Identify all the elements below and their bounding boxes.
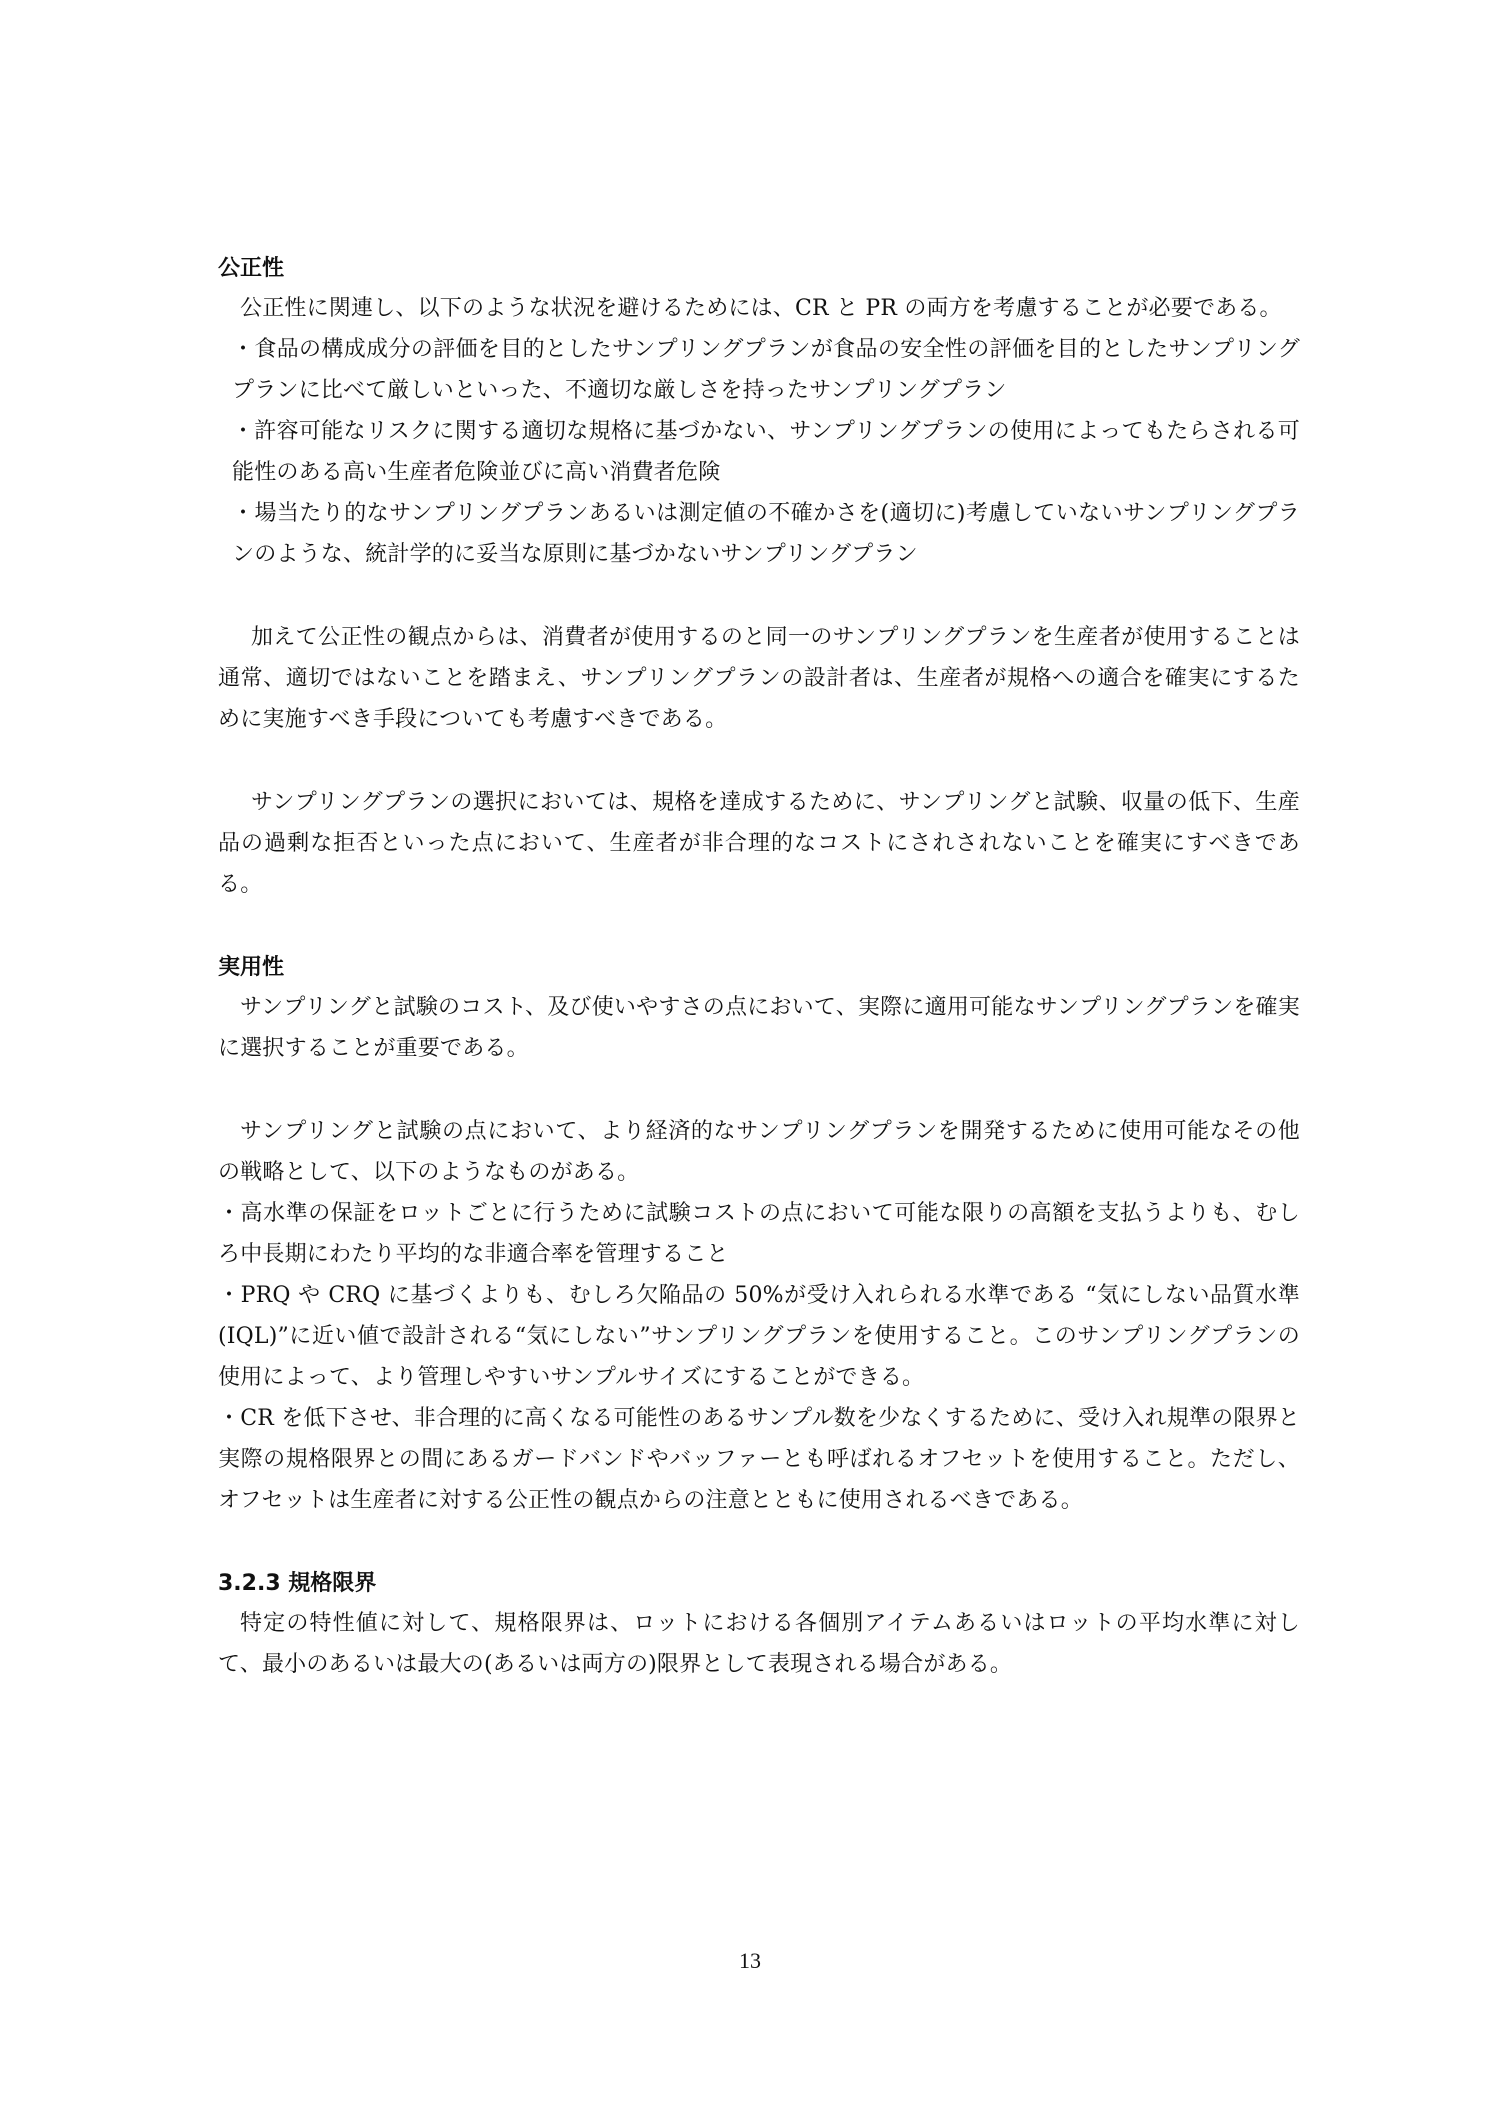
section-heading-spec-limits: 3.2.3 規格限界 <box>218 1571 377 1596</box>
list-item: ・CR を低下させ、非合理的に高くなる可能性のあるサンプル数を少なくするために、受け入れ規準の限界と実際の規格限界との間にあるガードバンドやバッファーとも呼ばれるオフセットを使用すること。ただし、オフセットは生産者に対する公正性の観点からの注意とともに使用されるべきである。 <box>218 1406 1300 1513</box>
spacer <box>218 1069 1300 1111</box>
list-item: ・PRQ や CRQ に基づくよりも、むしろ欠陥品の 50%が受け入れられる水準である “気にしない品質水準(IQL)”に近い値で設計される“気にしない”サンプリングプランを使用すること。このサンプリングプランの使用によって、より管理しやすいサンプルサイズにすることができる。 <box>218 1283 1300 1390</box>
spacer <box>218 575 1300 617</box>
paragraph-practicality-strategies: サンプリングと試験の点において、より経済的なサンプリングプランを開発するために使用可能なその他の戦略として、以下のようなものがある。 <box>218 1119 1300 1185</box>
section-heading-practicality: 実用性 <box>218 955 285 980</box>
list-item: ・食品の構成成分の評価を目的としたサンプリングプランが食品の安全性の評価を目的としたサンプリングプランに比べて厳しいといった、不適切な厳しさを持ったサンプリングプラン <box>232 337 1300 403</box>
list-item: ・場当たり的なサンプリングプランあるいは測定値の不確かさを(適切に)考慮していないサンプリングプランのような、統計学的に妥当な原則に基づかないサンプリングプラン <box>232 501 1300 567</box>
paragraph-spec-limits-intro: 特定の特性値に対して、規格限界は、ロットにおける各個別アイテムあるいはロットの平均水準に対して、最小のあるいは最大の(あるいは両方の)限界として表現される場合がある。 <box>218 1611 1300 1677</box>
list-item: ・高水準の保証をロットごとに行うために試験コストの点において可能な限りの高額を支払うよりも、むしろ中長期にわたり平均的な非適合率を管理すること <box>218 1201 1300 1267</box>
list-item: ・許容可能なリスクに関する適切な規格に基づかない、サンプリングプランの使用によってもたらされる可能性のある高い生産者危険並びに高い消費者危険 <box>232 419 1300 485</box>
spacer <box>218 905 1300 949</box>
page-content <box>218 250 1300 1685</box>
spacer <box>218 740 1300 782</box>
spacer <box>218 1521 1300 1565</box>
paragraph-fairness-cost: サンプリングプランの選択においては、規格を達成するために、サンプリングと試験、収量の低下、生産品の過剰な拒否といった点において、生産者が非合理的なコストにされされないことを確実にすべきである。 <box>218 790 1300 897</box>
page-number: 13 <box>739 1948 761 1973</box>
paragraph-fairness-intro: 公正性に関連し、以下のような状況を避けるためには、CR と PR の両方を考慮することが必要である。 <box>240 296 1282 321</box>
paragraph-practicality-intro: サンプリングと試験のコスト、及び使いやすさの点において、実際に適用可能なサンプリングプランを確実に選択することが重要である。 <box>218 995 1300 1061</box>
section-heading-fairness: 公正性 <box>218 256 285 281</box>
paragraph-fairness-designer: 加えて公正性の観点からは、消費者が使用するのと同一のサンプリングプランを生産者が使用することは通常、適切ではないことを踏まえ、サンプリングプランの設計者は、生産者が規格への適合を確実にするために実施すべき手段についても考慮すべきである。 <box>218 625 1300 732</box>
